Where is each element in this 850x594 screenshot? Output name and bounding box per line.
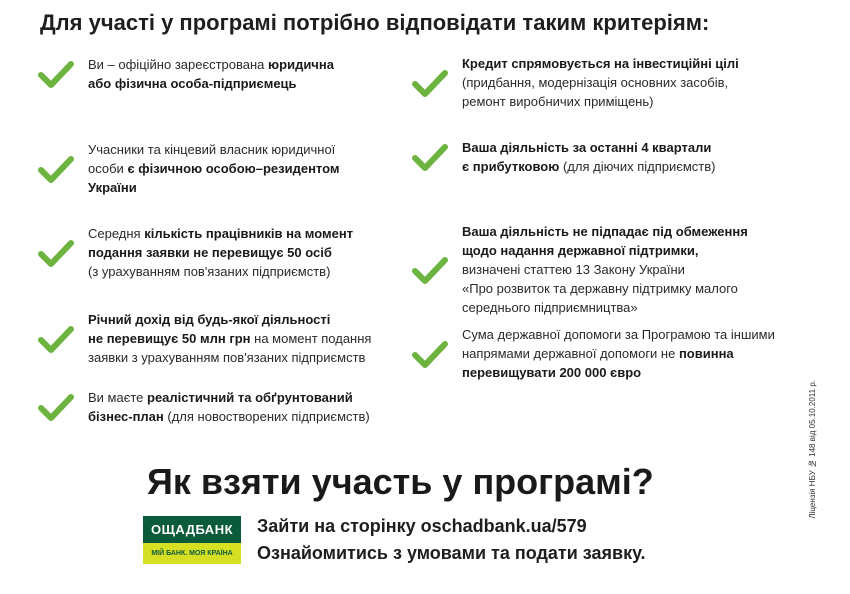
criterion-text: (для новостворених підприємств): [163, 409, 370, 424]
criterion-bold: реалістичний та обґрунтований: [147, 390, 353, 405]
page-title: Для участі у програмі потрібно відповідати таким критеріям:: [40, 10, 710, 35]
check-icon: [412, 255, 448, 285]
criterion-text: визначені статтею 13 Закону України: [462, 262, 685, 277]
criterion-bold: не перевищує 50 млн грн: [88, 331, 251, 346]
criterion-bold: Річний дохід від будь-якої діяльності: [88, 312, 331, 327]
criterion-bold: бізнес-план: [88, 409, 164, 424]
criterion-business-plan: [38, 388, 370, 426]
criterion-text: Сума державної допомоги за Програмою та іншими: [462, 327, 775, 342]
criterion-registration: [38, 55, 334, 93]
criterion-bold: Ваша діяльність за останні 4 квартали: [462, 140, 712, 155]
criterion-bold: юридична: [268, 57, 334, 72]
check-icon: [38, 392, 74, 422]
criterion-text: на момент подання: [250, 331, 372, 346]
criterion-bold: подання заявки не перевищує 50 осіб: [88, 245, 332, 260]
criterion-text: Ви – офіційно зареєстрована: [88, 57, 269, 72]
criterion-text: заявки з урахуванням пов'язаних підприємств: [88, 350, 366, 365]
criterion-employees: [38, 224, 353, 281]
check-icon: [38, 154, 74, 184]
check-icon: [412, 68, 448, 98]
check-icon: [412, 339, 448, 369]
step-visit-link[interactable]: Зайти на сторінку oschadbank.ua/579: [257, 516, 587, 536]
criterion-profitability: [412, 138, 716, 176]
criterion-text: Учасники та кінцевий власник юридичної: [88, 142, 336, 157]
license-note: Ліцензія НБУ № 148 від 05.10.2011 р.: [808, 380, 817, 519]
criterion-text: Ви маєте: [88, 390, 147, 405]
check-icon: [38, 324, 74, 354]
criterion-text: напрямами державної допомоги не: [462, 346, 679, 361]
criterion-bold: повинна: [678, 346, 734, 361]
criterion-bold: перевищувати 200 000 євро: [462, 365, 642, 380]
criterion-state-support: [412, 222, 748, 317]
criterion-text: Середня: [88, 226, 145, 241]
logo-name: ОЩАДБАНК: [143, 516, 241, 543]
criterion-text: (для діючих підприємств): [559, 159, 716, 174]
criterion-bold: щодо надання державної підтримки,: [462, 243, 699, 258]
criterion-bold: є прибутковою: [462, 159, 560, 174]
criterion-bold: Кредит спрямовується на інвестиційні цілі: [462, 56, 739, 71]
logo-slogan: МІЙ БАНК. МОЯ КРАЇНА: [143, 543, 241, 564]
check-icon: [38, 59, 74, 89]
check-icon: [38, 238, 74, 268]
criterion-bold: Ваша діяльність не підпадає під обмеження: [462, 224, 748, 239]
how-to-heading: Як взяти участь у програмі?: [147, 461, 654, 502]
criterion-text: особи: [88, 161, 128, 176]
criterion-text: ремонт виробничих приміщень): [462, 94, 654, 109]
criterion-bold: або фізична особа-підприємець: [88, 76, 297, 91]
criterion-text: (придбання, модернізація основних засобів,: [462, 75, 729, 90]
criterion-text: (з урахуванням пов'язаних підприємств): [88, 264, 331, 279]
criterion-text: «Про розвиток та державну підтримку малого: [462, 281, 738, 296]
criterion-bold: кількість працівників на момент: [144, 226, 354, 241]
criterion-investment: [412, 54, 739, 111]
step-apply: Ознайомитись з умовами та подати заявку.: [257, 543, 646, 563]
criterion-income: [38, 310, 371, 367]
check-icon: [412, 142, 448, 172]
criterion-text: середнього підприємництва»: [462, 300, 638, 315]
criterion-bold: України: [88, 180, 137, 195]
oschadbank-logo: [143, 516, 241, 564]
criterion-bold: є фізичною особою–резидентом: [127, 161, 340, 176]
criterion-aid-limit: [412, 325, 775, 382]
criterion-residency: [38, 140, 340, 197]
